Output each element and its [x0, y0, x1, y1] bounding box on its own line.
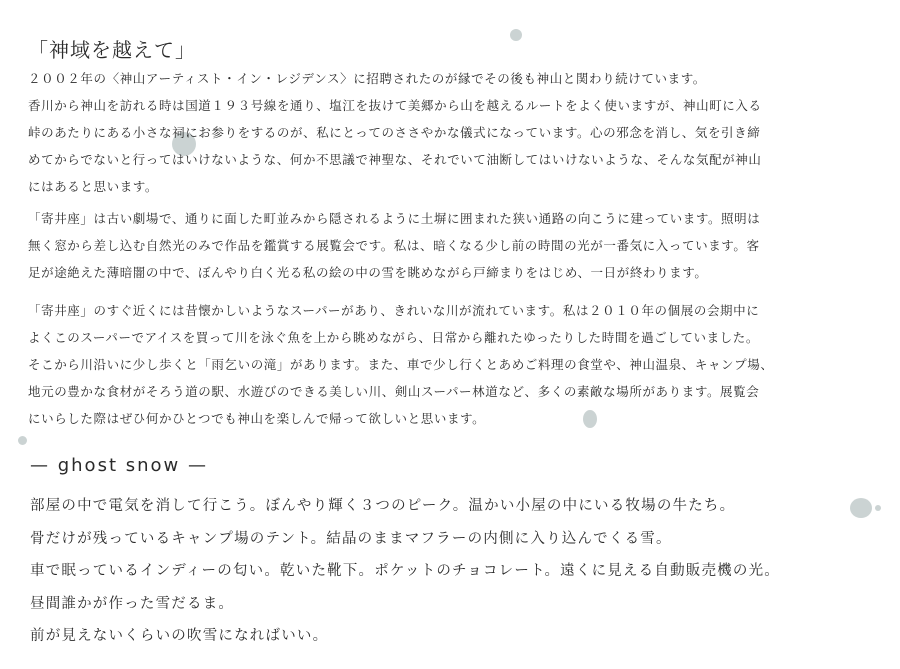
text-line: 無く窓から差し込む自然光のみで作品を鑑賞する展覧会です。私は、暗くなる少し前の時間の光が一番気に入っています。客	[28, 238, 760, 253]
text-line: 地元の豊かな食材がそろう道の駅、水遊びのできる美しい川、剣山スーパー林道など、多くの素敵な場所があります。展覧会	[28, 384, 760, 399]
poem-title: — ghost snow —	[30, 455, 208, 476]
poem-line: 部屋の中で電気を消して行こう。ぼんやり輝く３つのピーク。温かい小屋の中にいる牧場の牛たち。	[30, 498, 736, 514]
text-line: 足が途絶えた薄暗闇の中で、ぼんやり白く光る私の絵の中の雪を眺めながら戸締まりをはじめ、一日が終わります。	[28, 265, 708, 280]
text-line: 香川から神山を訪れる時は国道１９３号線を通り、塩江を抜けて美郷から山を越えるルートをよく使いますが、神山町に入る	[28, 98, 762, 113]
poem-lines	[30, 490, 780, 653]
poem-line: 前が見えないくらいの吹雪になればいい。	[30, 628, 329, 644]
essay-paragraph-1	[28, 65, 868, 200]
poem-line: 車で眠っているインディーの匂い。乾いた靴下。ポケットのチョコレート。遠くに見える自動販売機の光。	[30, 563, 780, 579]
text-line: にいらした際はぜひ何かひとつでも神山を楽しんで帰って欲しいと思います。	[28, 411, 486, 426]
text-line: めてからでないと行ってはいけないような、何か不思議で神聖な、それでいて油断してはいけないような、そんな気配が神山	[28, 152, 762, 167]
paint-splash	[18, 436, 27, 445]
essay-paragraph-2	[28, 205, 868, 286]
essay-paragraph-3	[28, 297, 868, 432]
essay-title: 「神域を越えて」	[28, 38, 196, 62]
paint-splash	[510, 29, 522, 41]
poem-line: 骨だけが残っているキャンプ場のテント。結晶のままマフラーの内側に入り込んでくる雪。	[30, 530, 672, 547]
text-line: よくこのスーパーでアイスを買って川を泳ぐ魚を上から眺めながら、日常から離れたゆったりした時間を過ごしていました。	[28, 330, 759, 345]
poem-line: 昼間誰かが作った雪だるま。	[30, 595, 235, 612]
paint-splash	[875, 505, 881, 511]
text-line: にはあると思います。	[28, 179, 159, 194]
text-line: そこから川沿いに少し歩くと「雨乞いの滝」があります。また、車で少し行くとあめご料理の食堂や、神山温泉、キャンプ場、	[28, 357, 774, 372]
text-line: 峠のあたりにある小さな祠にお参りをするのが、私にとってのささやかな儀式になっています。心の邪念を消し、気を引き締	[28, 125, 761, 140]
paint-splash	[850, 498, 872, 518]
text-line: ２００２年の〈神山アーティスト・イン・レジデンス〉に招聘されたのが縁でその後も神山と関わり続けています。	[28, 71, 706, 86]
text-line: 「寄井座」のすぐ近くには昔懐かしいようなスーパーがあり、きれいな川が流れています。私は２０１０年の個展の会期中に	[28, 303, 760, 318]
text-line: 「寄井座」は古い劇場で、通りに面した町並みから隠されるように土塀に囲まれた狭い通路の向こうに建っています。照明は	[28, 211, 761, 226]
